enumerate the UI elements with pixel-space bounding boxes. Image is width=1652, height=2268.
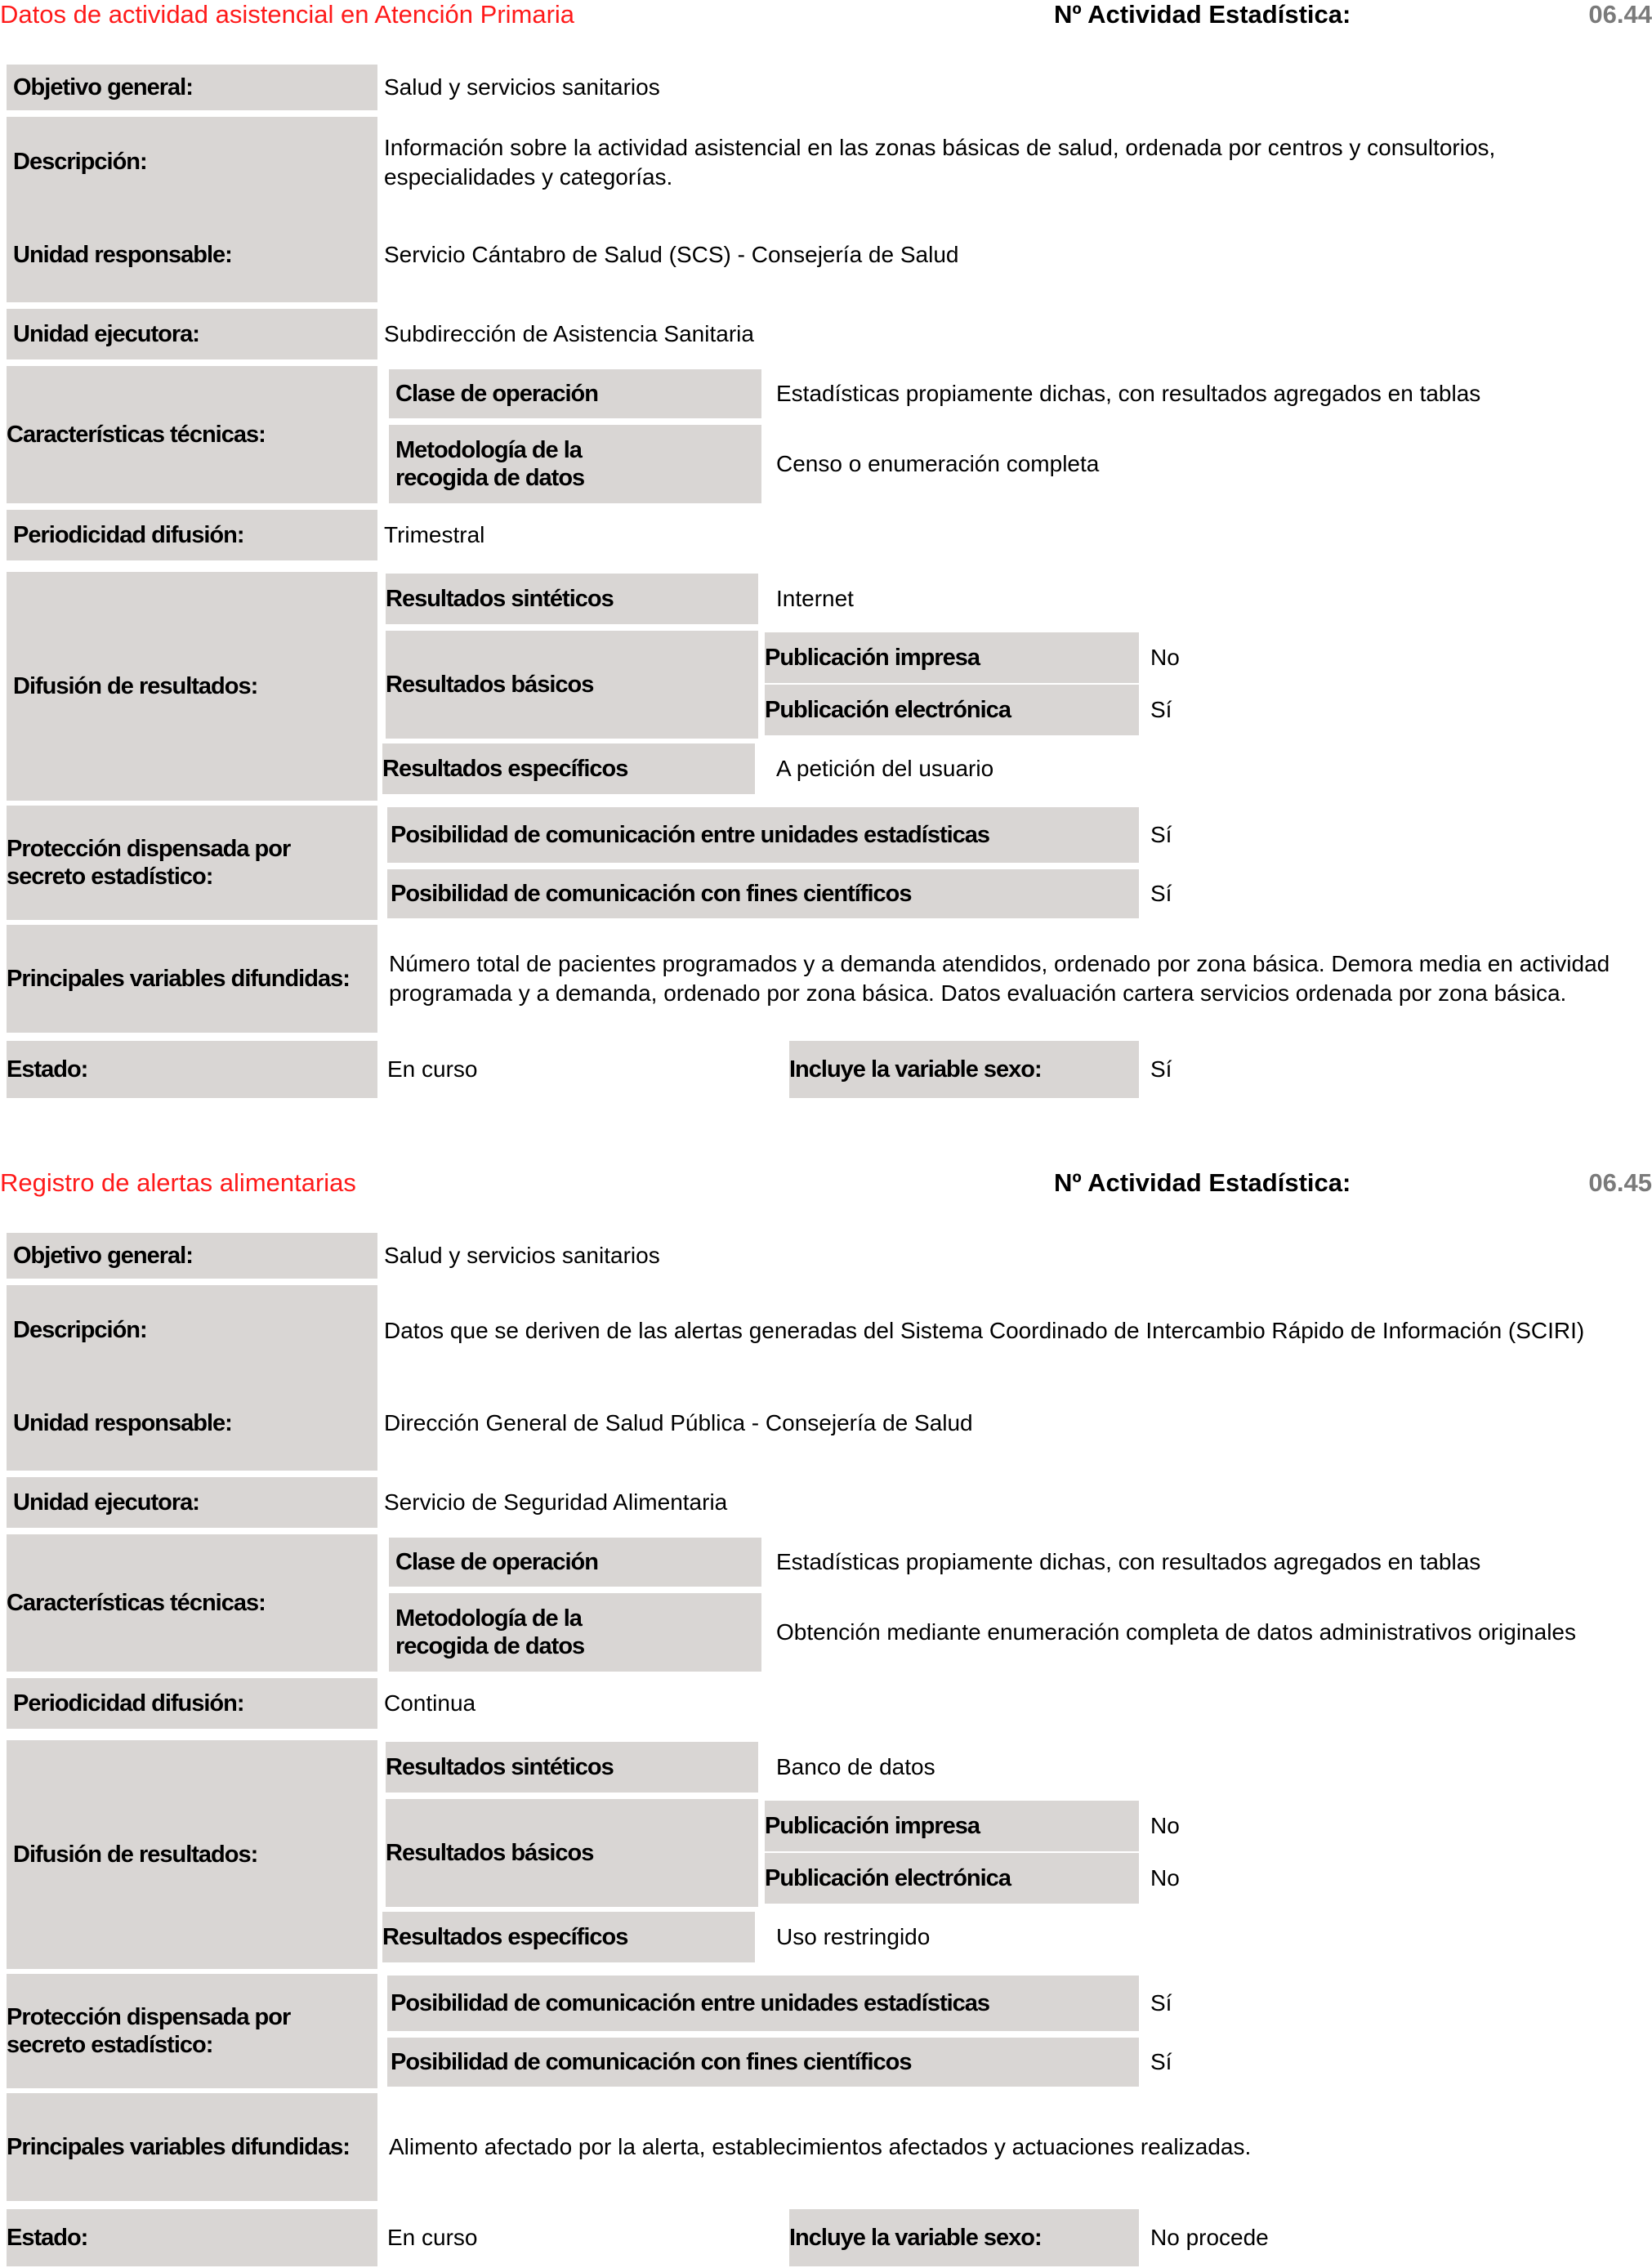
unidad-ejecutora-label: Unidad ejecutora:: [7, 309, 377, 359]
resultados-sinteticos-label: Resultados sintéticos: [386, 574, 758, 624]
publicacion-electronica-label: Publicación electrónica: [765, 1853, 1139, 1904]
sexo-value: Sí: [1150, 1056, 1172, 1082]
activity-number: 06.44: [1588, 0, 1652, 29]
activity-number-label: Nº Actividad Estadística:: [1054, 1168, 1351, 1197]
objetivo-label: Objetivo general:: [7, 65, 377, 110]
sexo-value: No procede: [1150, 2225, 1269, 2250]
sexo-label: Incluye la variable sexo:: [789, 2209, 1139, 2266]
variables-value: Alimento afectado por la alerta, establecimientos afectados y actuaciones realizadas.: [389, 2134, 1252, 2159]
periodicidad-label: Periodicidad difusión:: [7, 1678, 377, 1729]
estado-value: En curso: [387, 2225, 478, 2250]
unidad-responsable-label: Unidad responsable:: [7, 208, 377, 302]
publicacion-electronica-value: No: [1150, 1865, 1180, 1891]
caracteristicas-label: Características técnicas:: [7, 366, 377, 503]
clase-operacion-value: Estadísticas propiamente dichas, con resultados agregados en tablas: [776, 1549, 1481, 1574]
resultados-sinteticos-value: Internet: [776, 586, 854, 611]
difusion-label: Difusión de resultados:: [7, 572, 377, 801]
variables-label: Principales variables difundidas:: [7, 925, 377, 1033]
estado-value: En curso: [387, 1056, 478, 1082]
resultados-basicos-label: Resultados básicos: [386, 1799, 758, 1907]
descripcion-label: Descripción:: [7, 117, 377, 208]
resultados-sinteticos-label: Resultados sintéticos: [386, 1742, 758, 1793]
comunicacion-unidades-label: Posibilidad de comunicación entre unidades estadísticas: [387, 807, 1139, 863]
comunicacion-cientificos-label: Posibilidad de comunicación con fines científicos: [387, 869, 1139, 918]
resultados-especificos-label: Resultados específicos: [382, 743, 755, 794]
unidad-responsable-value: Servicio Cántabro de Salud (SCS) - Consejería de Salud: [384, 242, 959, 267]
metodologia-label: Metodología de la recogida de datos: [389, 1593, 761, 1672]
unidad-ejecutora-value: Subdirección de Asistencia Sanitaria: [384, 321, 754, 346]
objetivo-value: Salud y servicios sanitarios: [384, 1243, 660, 1268]
periodicidad-label: Periodicidad difusión:: [7, 510, 377, 560]
comunicacion-unidades-value: Sí: [1150, 822, 1172, 847]
descripcion-value: Información sobre la actividad asistencial en las zonas básicas de salud, ordenada por centros y consultorios, especialidades y categorías.: [384, 134, 1496, 190]
resultados-especificos-label: Resultados específicos: [382, 1912, 755, 1962]
comunicacion-cientificos-label: Posibilidad de comunicación con fines científicos: [387, 2038, 1139, 2087]
objetivo-label: Objetivo general:: [7, 1233, 377, 1279]
unidad-responsable-label: Unidad responsable:: [7, 1376, 377, 1471]
activity-number-label: Nº Actividad Estadística:: [1054, 0, 1351, 29]
unidad-ejecutora-label: Unidad ejecutora:: [7, 1477, 377, 1528]
metodologia-label: Metodología de la recogida de datos: [389, 425, 761, 503]
variables-value: Número total de pacientes programados y a demanda atendidos, ordenado por zona básica. Demora media en actividad programada y a demanda, ordenado por zona básica. Datos evaluación cartera servicios ordenada por zona básica.: [389, 951, 1610, 1006]
unidad-ejecutora-value: Servicio de Seguridad Alimentaria: [384, 1489, 728, 1515]
resultados-especificos-value: Uso restringido: [776, 1924, 931, 1949]
record-title: Datos de actividad asistencial en Atención Primaria: [0, 0, 575, 29]
resultados-especificos-value: A petición del usuario: [776, 756, 994, 781]
publicacion-impresa-label: Publicación impresa: [765, 1801, 1139, 1851]
unidad-responsable-value: Dirección General de Salud Pública - Consejería de Salud: [384, 1410, 973, 1435]
publicacion-electronica-value: Sí: [1150, 697, 1172, 722]
periodicidad-value: Continua: [384, 1690, 476, 1716]
estado-label: Estado:: [7, 1041, 377, 1098]
clase-operacion-label: Clase de operación: [389, 369, 761, 418]
metodologia-value: Obtención mediante enumeración completa de datos administrativos originales: [776, 1619, 1576, 1645]
proteccion-label: Protección dispensada por secreto estadístico:: [7, 1974, 377, 2088]
caracteristicas-label: Características técnicas:: [7, 1534, 377, 1672]
clase-operacion-value: Estadísticas propiamente dichas, con resultados agregados en tablas: [776, 381, 1481, 406]
publicacion-electronica-label: Publicación electrónica: [765, 685, 1139, 735]
resultados-sinteticos-value: Banco de datos: [776, 1754, 935, 1779]
comunicacion-cientificos-value: Sí: [1150, 2049, 1172, 2074]
objetivo-value: Salud y servicios sanitarios: [384, 74, 660, 100]
publicacion-impresa-label: Publicación impresa: [765, 632, 1139, 683]
clase-operacion-label: Clase de operación: [389, 1538, 761, 1587]
estado-label: Estado:: [7, 2209, 377, 2266]
activity-number: 06.45: [1588, 1168, 1652, 1197]
periodicidad-value: Trimestral: [384, 522, 485, 547]
comunicacion-cientificos-value: Sí: [1150, 881, 1172, 906]
comunicacion-unidades-value: Sí: [1150, 1990, 1172, 2016]
record-title: Registro de alertas alimentarias: [0, 1168, 356, 1197]
comunicacion-unidades-label: Posibilidad de comunicación entre unidades estadísticas: [387, 1976, 1139, 2031]
proteccion-label: Protección dispensada por secreto estadístico:: [7, 806, 377, 920]
difusion-label: Difusión de resultados:: [7, 1740, 377, 1969]
descripcion-label: Descripción:: [7, 1285, 377, 1376]
publicacion-impresa-value: No: [1150, 1813, 1180, 1838]
metodologia-value: Censo o enumeración completa: [776, 451, 1100, 476]
descripcion-value: Datos que se deriven de las alertas generadas del Sistema Coordinado de Intercambio Rápido de Información (SCIRI): [384, 1317, 1585, 1343]
sexo-label: Incluye la variable sexo:: [789, 1041, 1139, 1098]
publicacion-impresa-value: No: [1150, 645, 1180, 670]
resultados-basicos-label: Resultados básicos: [386, 631, 758, 739]
variables-label: Principales variables difundidas:: [7, 2093, 377, 2201]
